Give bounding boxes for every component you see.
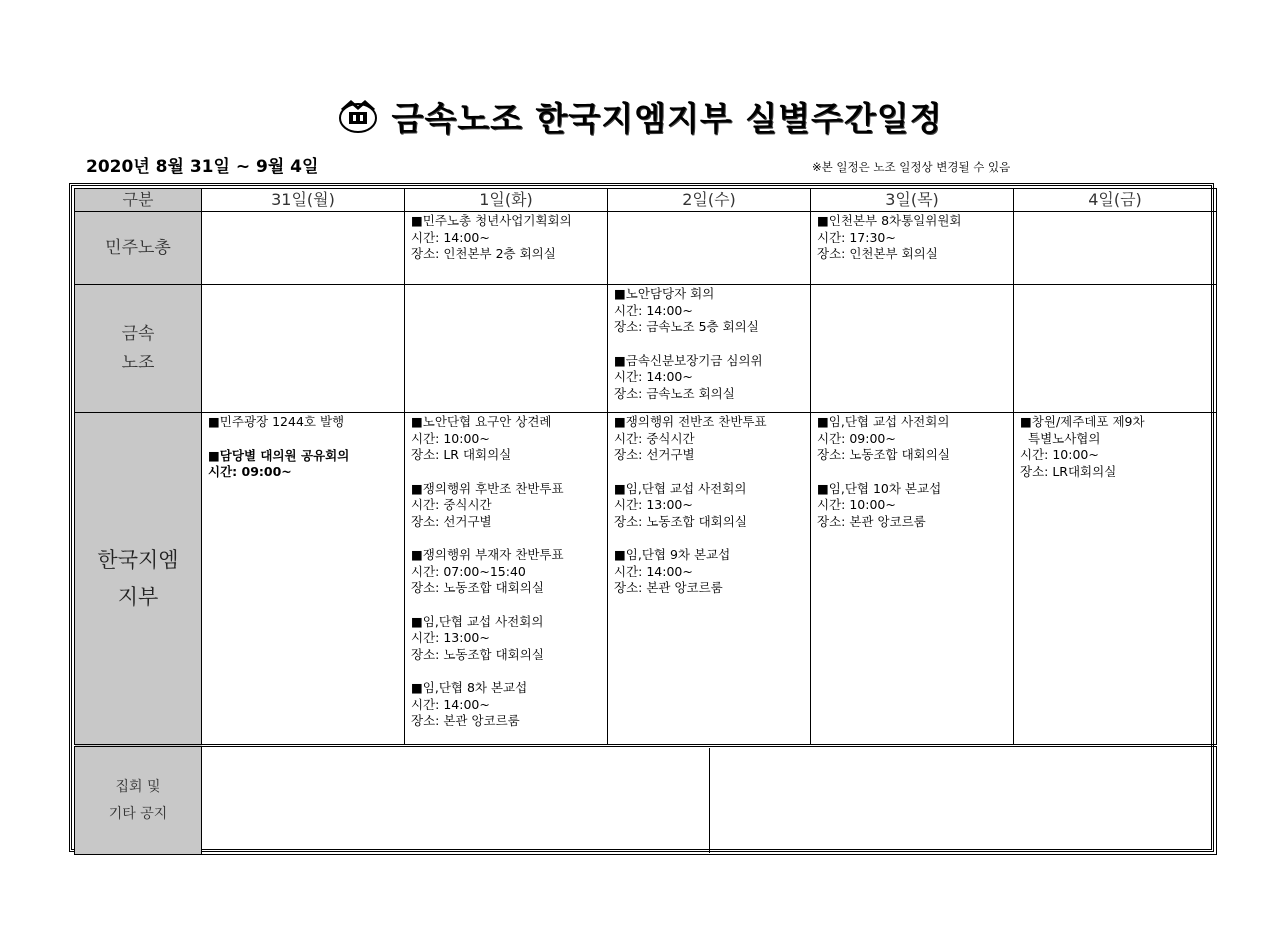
- cell-notice: [202, 746, 1217, 855]
- event-item: [411, 213, 607, 263]
- event-place: 장소: 인천본부 2층 회의실: [411, 246, 556, 261]
- cell-gm-thu: [811, 413, 1014, 746]
- event-title: ■민주광장 1244호 발행: [208, 414, 345, 429]
- cell-minju-fri: [1014, 212, 1217, 285]
- event-time: 시간: 13:00~: [614, 497, 693, 512]
- event-time: 시간: 17:30~: [817, 229, 896, 245]
- event-time: 시간: 09:00~: [208, 464, 292, 479]
- row-label-line: 집회 및: [115, 778, 161, 795]
- event-time: 시간: 14:00~: [614, 302, 693, 318]
- cell-gm-fri: [1014, 413, 1217, 746]
- event-place: 장소: 노동조합 대회의실: [614, 513, 747, 529]
- cell-geumsok-tue: [405, 285, 608, 413]
- event-title: ■쟁의행위 전반조 찬반투표: [614, 414, 767, 429]
- schedule-table: [74, 188, 1217, 855]
- event-title: ■임,단협 10차 본교섭: [817, 480, 942, 496]
- row-label-line: 금속: [121, 323, 155, 344]
- event-time: 시간: 14:00~: [411, 229, 490, 245]
- event-time: 시간: 14:00~: [411, 696, 490, 712]
- event-time: 시간: 14:00~: [614, 563, 693, 579]
- event-time: 시간: 07:00~15:40: [411, 563, 526, 579]
- event-item: [208, 414, 404, 431]
- row-label-minju: 민주노총: [75, 212, 202, 285]
- event-item: [614, 286, 810, 336]
- event-place: 장소: 선거구별: [411, 513, 492, 529]
- event-time: 시간: 10:00~: [411, 430, 490, 446]
- event-item: [1020, 414, 1216, 480]
- event-item: [411, 547, 607, 597]
- event-item: [208, 448, 404, 481]
- row-label-line: 지부: [117, 584, 159, 609]
- row-minju: [75, 212, 1217, 285]
- event-title: ■창원/제주데포 제9차: [1020, 414, 1145, 429]
- row-label-line: 기타 공지: [108, 805, 168, 822]
- event-item: [614, 414, 810, 464]
- event-place: 장소: 선거구별: [614, 447, 695, 462]
- event-time: 시간: 09:00~: [817, 430, 896, 446]
- header-mon: 31일(월): [202, 189, 405, 212]
- cell-geumsok-wed: [608, 285, 811, 413]
- header-thu: 3일(목): [811, 189, 1014, 212]
- change-notice: ※본 일정은 노조 일정상 변경될 수 있음: [812, 160, 1011, 174]
- header-row: [75, 189, 1217, 212]
- notice-split: [202, 748, 1216, 853]
- event-title: ■노안단협 요구안 상견례: [411, 414, 552, 429]
- row-label-notice: [75, 746, 202, 855]
- event-place: 장소: 노동조합 대회의실: [411, 580, 544, 595]
- header-wed: 2일(수): [608, 189, 811, 212]
- event-title: ■쟁의행위 후반조 찬반투표: [411, 480, 564, 496]
- event-title: ■노안담당자 회의: [614, 286, 715, 301]
- event-title: ■임,단협 교섭 사전회의: [411, 613, 544, 629]
- header-category: 구분: [75, 189, 202, 212]
- event-time: 시간: 14:00~: [614, 369, 693, 384]
- event-item: [614, 353, 810, 403]
- event-item: [817, 213, 1013, 263]
- row-notice: [75, 746, 1217, 855]
- event-place: 장소: 본관 앙코르룸: [614, 580, 723, 595]
- event-item: [411, 614, 607, 664]
- event-item: [411, 680, 607, 730]
- event-place: 장소: 노동조합 대회의실: [817, 447, 950, 462]
- event-place: 장소: 인천본부 회의실: [817, 246, 938, 261]
- title-row: [0, 92, 1280, 140]
- event-item: [614, 547, 810, 597]
- cell-geumsok-mon: [202, 285, 405, 413]
- event-place: 장소: 본관 앙코르룸: [411, 713, 520, 728]
- event-title: ■민주노총 청년사업기획회의: [411, 213, 572, 228]
- date-range: 2020년 8월 31일 ~ 9월 4일: [86, 157, 319, 177]
- cell-gm-wed: [608, 413, 811, 746]
- event-title: ■임,단협 교섭 사전회의: [614, 480, 747, 496]
- cell-minju-thu: [811, 212, 1014, 285]
- row-label-geumsok: [75, 285, 202, 413]
- row-label-gm: [75, 413, 202, 746]
- event-title: ■담당별 대의원 공유회의: [208, 447, 350, 463]
- notice-left: [202, 748, 709, 853]
- cell-minju-wed: [608, 212, 811, 285]
- header-tue: 1일(화): [405, 189, 608, 212]
- event-title-continued: 특별노사협의: [1028, 430, 1101, 446]
- row-label-line: 노조: [121, 352, 155, 373]
- row-gm: [75, 413, 1217, 746]
- schedule-frame: [69, 183, 1214, 852]
- cell-geumsok-thu: [811, 285, 1014, 413]
- event-title: ■인천본부 8차통일위원회: [817, 213, 962, 228]
- union-logo-icon: [337, 98, 379, 134]
- cell-gm-tue: [405, 413, 608, 746]
- cell-minju-mon: [202, 212, 405, 285]
- event-title: ■임,단협 교섭 사전회의: [817, 414, 950, 429]
- event-place: 장소: 본관 앙코르룸: [817, 513, 926, 529]
- event-item: [817, 481, 1013, 531]
- event-time: 시간: 13:00~: [411, 630, 490, 645]
- cell-geumsok-fri: [1014, 285, 1217, 413]
- event-title: ■임,단협 8차 본교섭: [411, 680, 528, 695]
- event-title: ■쟁의행위 부재자 찬반투표: [411, 547, 564, 562]
- event-place: 장소: LR대회의실: [1020, 463, 1117, 479]
- row-label-line: 한국지엠: [97, 547, 179, 572]
- notice-right: [709, 748, 1217, 853]
- event-item: [411, 481, 607, 531]
- event-item: [817, 414, 1013, 464]
- event-time: 시간: 10:00~: [1020, 447, 1099, 462]
- page-title: 금속노조 한국지엠지부 실별주간일정: [391, 98, 943, 138]
- event-place: 장소: 금속노조 5층 회의실: [614, 319, 759, 334]
- event-time: 시간: 중식시간: [411, 497, 492, 512]
- header-fri: 4일(금): [1014, 189, 1217, 212]
- event-time: 시간: 10:00~: [817, 497, 896, 512]
- event-place: 장소: 금속노조 회의실: [614, 385, 735, 401]
- event-item: [411, 414, 607, 464]
- cell-gm-mon: [202, 413, 405, 746]
- event-place: 장소: 노동조합 대회의실: [411, 646, 544, 662]
- event-time: 시간: 중식시간: [614, 430, 695, 446]
- event-title: ■임,단협 9차 본교섭: [614, 547, 731, 562]
- event-title: ■금속신분보장기금 심의위: [614, 352, 763, 368]
- cell-minju-tue: [405, 212, 608, 285]
- row-geumsok: [75, 285, 1217, 413]
- event-item: [614, 481, 810, 531]
- event-place: 장소: LR 대회의실: [411, 447, 512, 462]
